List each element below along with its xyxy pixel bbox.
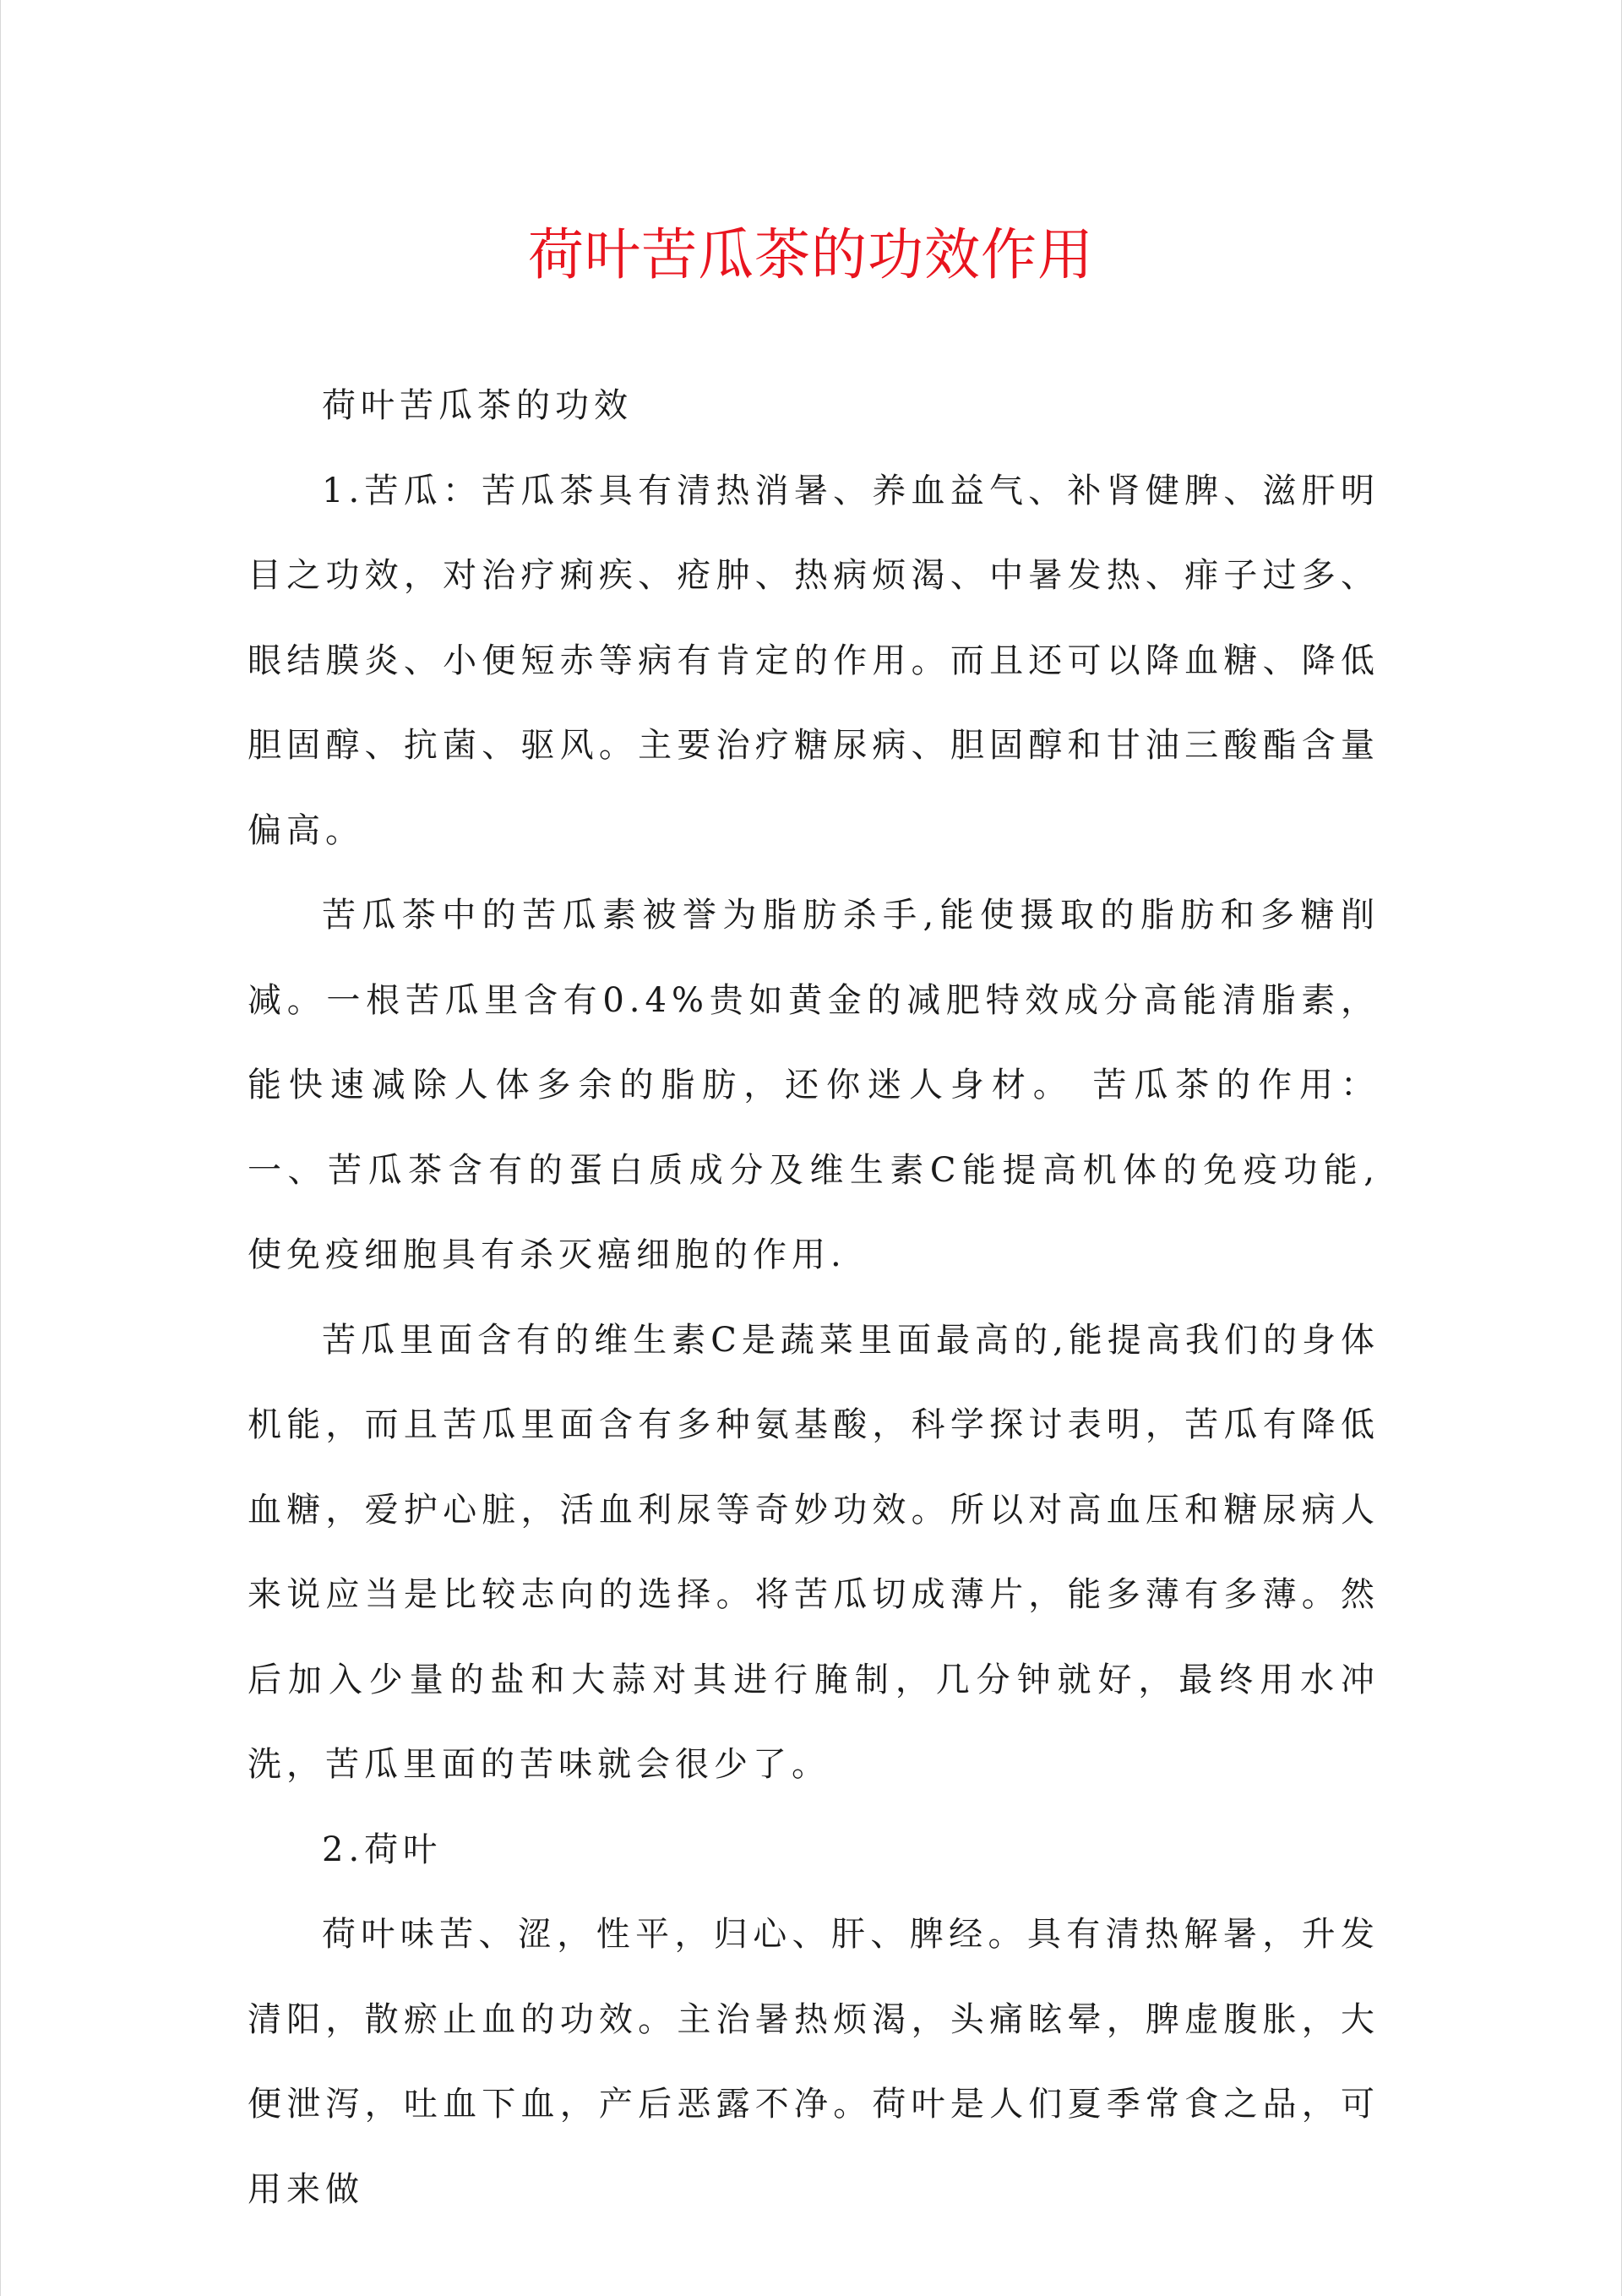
paragraph-fat-burner: 苦瓜茶中的苦瓜素被誉为脂肪杀手,能使摄取的脂肪和多糖削减。一根苦瓜里含有0.4%贵如黄金的减肥特效成分高能清脂素，能快速减除人体多余的脂肪，还你迷人身材。 苦瓜茶的作用： 一、苦瓜茶含有的蛋白质成分及维生素C能提高机体的免疫功能,使免疫细胞具有杀灭癌细胞的作用.: [248, 896, 1380, 1274]
section-heading-lotus-leaf: 2.荷叶: [322, 1830, 443, 1869]
paragraph-bitter-melon: 1.苦瓜：苦瓜茶具有清热消暑、养血益气、补肾健脾、滋肝明目之功效，对治疗痢疾、疮肿、热病烦渴、中暑发热、痱子过多、眼结膜炎、小便短赤等病有肯定的作用。而且还可以降血糖、降低胆固醇、抗菌、驱风。主要治疗糖尿病、胆固醇和甘油三酸酯含量偏高。: [248, 471, 1380, 850]
document-body: [248, 363, 1380, 2232]
section-heading: 荷叶苦瓜茶的功效: [322, 386, 633, 425]
paragraph-vitamin-c: 苦瓜里面含有的维生素C是蔬菜里面最高的,能提高我们的身体机能，而且苦瓜里面含有多种氨基酸，科学探讨表明，苦瓜有降低血糖，爱护心脏，活血利尿等奇妙功效。所以对高血压和糖尿病人来说应当是比较志向的选择。将苦瓜切成薄片，能多薄有多薄。然后加入少量的盐和大蒜对其进行腌制，几分钟就好，最终用水冲洗，苦瓜里面的苦味就会很少了。: [248, 1320, 1380, 1784]
paragraph-lotus-leaf: 荷叶味苦、涩，性平，归心、肝、脾经。具有清热解暑，升发清阳，散瘀止血的功效。主治暑热烦渴，头痛眩晕，脾虚腹胀，大便泄泻，吐血下血，产后恶露不净。荷叶是人们夏季常食之品，可用来做: [248, 1915, 1380, 2209]
document-title: 荷叶苦瓜茶的功效作用: [528, 222, 1094, 287]
